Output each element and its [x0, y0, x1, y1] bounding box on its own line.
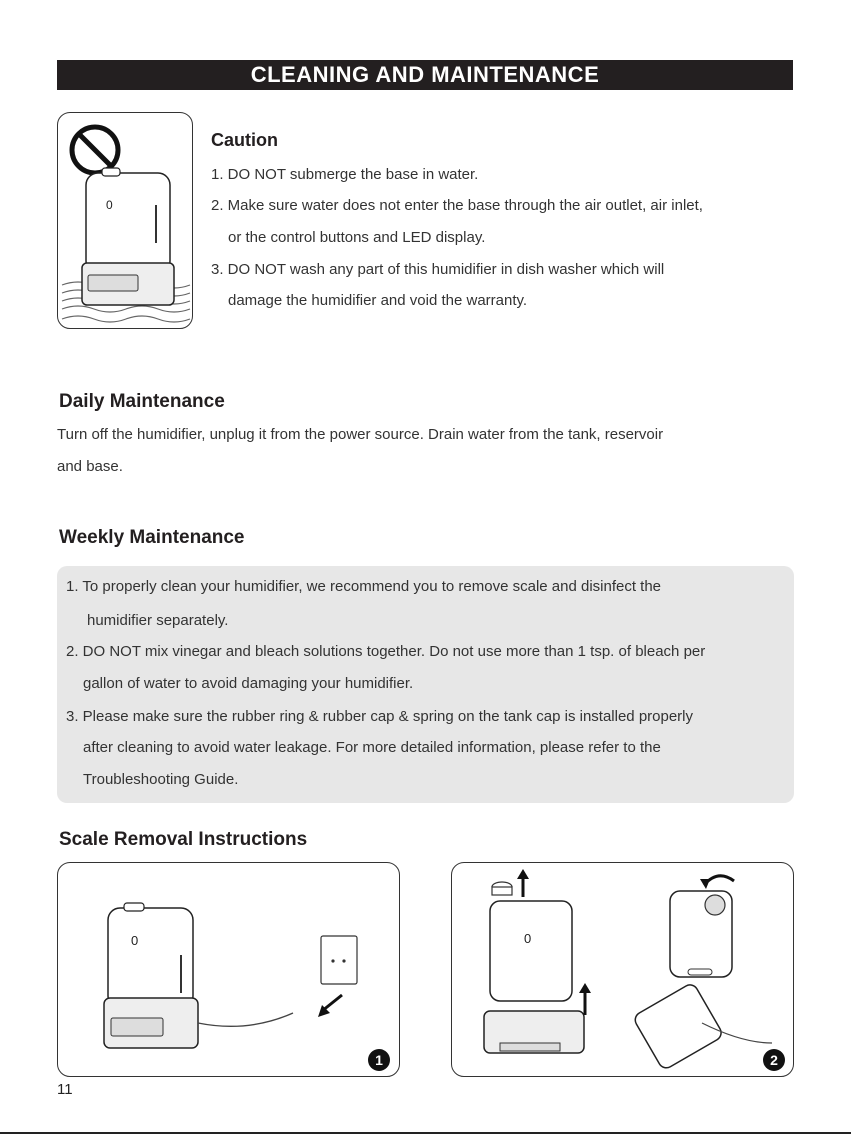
svg-text:0: 0: [524, 931, 532, 946]
arrow-icon: [578, 983, 592, 1017]
section-title-bar: [57, 60, 793, 90]
weekly-heading: Weekly Maintenance: [59, 527, 245, 548]
weekly-line-1: 1. To properly clean your humidifier, we recommend you to remove scale and disinfect the: [66, 578, 662, 595]
weekly-line-4: gallon of water to avoid damaging your humidifier.: [83, 675, 414, 692]
rotate-arrow-icon: [698, 869, 738, 889]
humidifier-icon: [58, 113, 194, 330]
caution-line-1: 1. DO NOT submerge the base in water.: [211, 166, 479, 183]
page-number: 11: [57, 1081, 73, 1098]
wall-outlet-icon: [320, 935, 360, 987]
caution-heading: Caution: [211, 130, 278, 150]
weekly-line-3: 2. DO NOT mix vinegar and bleach solutions together. Do not use more than 1 tsp. of bleach per: [66, 643, 706, 660]
caution-line-3: or the control buttons and LED display.: [228, 229, 486, 246]
weekly-line-6: after cleaning to avoid water leakage. For more detailed information, please refer to the: [83, 739, 661, 756]
caution-line-2: 2. Make sure water does not enter the base through the air outlet, air inlet,: [211, 197, 703, 214]
scale-heading: Scale Removal Instructions: [59, 829, 308, 850]
weekly-line-7: Troubleshooting Guide.: [83, 771, 239, 788]
step-1-badge: 1: [368, 1049, 390, 1071]
weekly-line-2: humidifier separately.: [87, 612, 229, 629]
daily-line-2: and base.: [57, 458, 123, 475]
svg-text:0: 0: [106, 198, 113, 212]
step-2-illustration: [451, 862, 794, 1077]
page-title: CLEANING AND MAINTENANCE: [250, 62, 600, 87]
caution-illustration-frame: [57, 112, 193, 329]
weekly-line-5: 3. Please make sure the rubber ring & rubber cap & spring on the tank cap is installed properly: [66, 708, 694, 725]
daily-heading: Daily Maintenance: [59, 391, 225, 412]
step-2-badge: 2: [763, 1049, 785, 1071]
step-1-illustration: [57, 862, 400, 1077]
humidifier-icon: [452, 863, 795, 1078]
daily-line-1: Turn off the humidifier, unplug it from the power source. Drain water from the tank, reservoir: [57, 426, 664, 443]
bottom-divider: [0, 1132, 851, 1134]
caution-line-5: damage the humidifier and void the warranty.: [228, 292, 528, 309]
arrow-icon: [314, 993, 354, 1023]
arrow-icon: [516, 869, 530, 899]
svg-text:0: 0: [131, 933, 139, 948]
caution-line-4: 3. DO NOT wash any part of this humidifier in dish washer which will: [211, 261, 665, 278]
